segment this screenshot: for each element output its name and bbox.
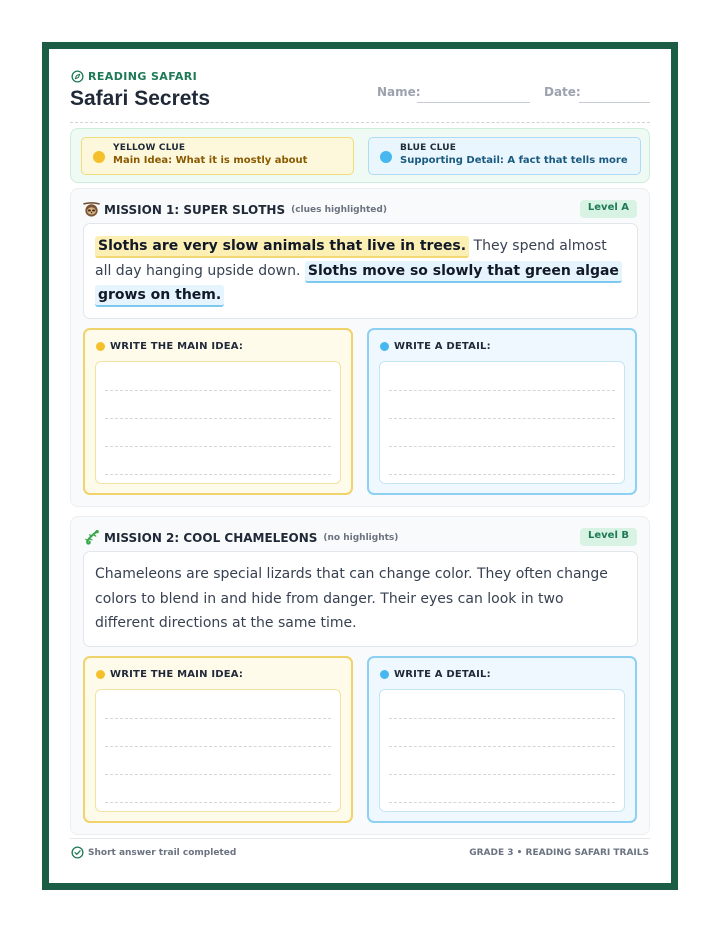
mission-1: [70, 188, 650, 507]
main-idea-box: [83, 328, 353, 495]
detail-answer-area[interactable]: [379, 689, 625, 812]
answer-line: [389, 446, 615, 447]
detail-label: [380, 669, 491, 680]
blue-dot-icon: [380, 670, 389, 679]
answer-line: [389, 474, 615, 475]
mission-note: (clues highlighted): [291, 204, 387, 215]
main-idea-highlight: Sloths are very slow animals that live in trees.: [95, 236, 469, 258]
answer-line: [105, 418, 331, 419]
detail-highlight: Sloths move so slowly that green algae grows on them.: [95, 261, 622, 308]
answer-line: [105, 746, 331, 747]
sloth-icon: [83, 201, 100, 218]
check-circle-icon: [71, 846, 84, 859]
level-badge: Level A: [580, 200, 637, 218]
answer-line: [389, 774, 615, 775]
footer-divider: [70, 838, 650, 839]
page-title: Safari Secrets: [70, 87, 211, 110]
brand-label: READING SAFARI: [88, 70, 198, 83]
passage-text: They spend almost all day hanging upside down.: [95, 238, 607, 279]
name-field[interactable]: [417, 102, 530, 103]
answer-line: [105, 802, 331, 803]
answer-line: [389, 390, 615, 391]
detail-label-text: WRITE A DETAIL:: [394, 669, 491, 680]
completion-status: [71, 846, 236, 859]
main-idea-label: [96, 669, 243, 680]
main-idea-answer-area[interactable]: [95, 361, 341, 484]
name-label: Name:: [377, 85, 421, 99]
blue-dot-icon: [380, 342, 389, 351]
answer-line: [389, 418, 615, 419]
yellow-dot-icon: [96, 670, 105, 679]
level-badge: Level B: [580, 528, 637, 546]
answer-line: [105, 774, 331, 775]
brand: [71, 70, 197, 83]
mission-header: [83, 529, 398, 546]
completion-text: Short answer trail completed: [88, 847, 237, 858]
divider: [70, 122, 650, 123]
answer-line: [105, 390, 331, 391]
detail-label-text: WRITE A DETAIL:: [394, 341, 491, 352]
date-label: Date:: [544, 85, 581, 99]
answer-line: [389, 746, 615, 747]
series-label: GRADE 3 • READING SAFARI TRAILS: [469, 848, 649, 858]
main-idea-box: [83, 656, 353, 823]
lizard-icon: [83, 529, 100, 546]
blue-clue-desc: Supporting Detail: A fact that tells more: [400, 155, 628, 166]
yellow-clue-card: [81, 137, 354, 175]
mission-title: MISSION 1: SUPER SLOTHS: [104, 202, 286, 217]
clue-legend: [70, 128, 650, 183]
blue-clue-title: BLUE CLUE: [400, 143, 457, 153]
answer-line: [389, 802, 615, 803]
blue-clue-card: [368, 137, 641, 175]
yellow-clue-desc: Main Idea: What it is mostly about: [113, 155, 308, 166]
answer-line: [105, 718, 331, 719]
detail-box: [367, 656, 637, 823]
main-idea-label-text: WRITE THE MAIN IDEA:: [110, 341, 244, 352]
blue-dot-icon: [380, 151, 392, 163]
reading-passage: [83, 551, 638, 647]
answer-line: [389, 718, 615, 719]
detail-box: [367, 328, 637, 495]
answer-line: [105, 446, 331, 447]
reading-passage: [83, 223, 638, 319]
date-field[interactable]: [579, 102, 650, 103]
mission-title: MISSION 2: COOL CHAMELEONS: [104, 530, 318, 545]
mission-2: [70, 516, 650, 835]
yellow-dot-icon: [96, 342, 105, 351]
mission-note: (no highlights): [323, 532, 399, 543]
answer-line: [105, 474, 331, 475]
main-idea-answer-area[interactable]: [95, 689, 341, 812]
passage-text: Chameleons are special lizards that can change color. They often change colors to blend in and hide from danger. Their eyes can look in two different directions at the same time.: [95, 566, 608, 631]
compass-icon: [71, 70, 84, 83]
yellow-dot-icon: [93, 151, 105, 163]
main-idea-label-text: WRITE THE MAIN IDEA:: [110, 669, 244, 680]
mission-header: [83, 201, 387, 218]
detail-label: [380, 341, 491, 352]
detail-answer-area[interactable]: [379, 361, 625, 484]
main-idea-label: [96, 341, 243, 352]
yellow-clue-title: YELLOW CLUE: [113, 143, 186, 153]
